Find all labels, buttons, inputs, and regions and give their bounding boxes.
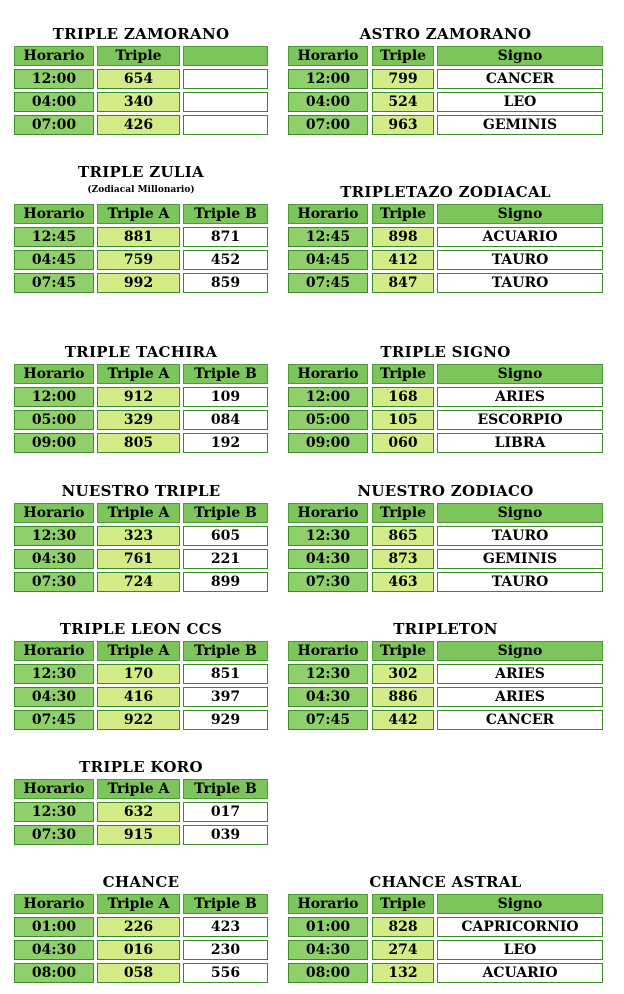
- header-triple-a: Triple A: [97, 779, 180, 799]
- tripleton-block: [288, 595, 603, 728]
- value-b-cell: [183, 69, 268, 89]
- time-cell: 04:45: [14, 250, 94, 270]
- triple-zamorano-block: [14, 0, 268, 140]
- value-a-cell: 992: [97, 273, 180, 293]
- value-b-cell: 605: [183, 526, 268, 546]
- value-a-cell: 442: [372, 710, 434, 730]
- time-cell: 01:00: [288, 917, 368, 937]
- time-cell: 04:00: [288, 92, 368, 112]
- value-a-cell: 168: [372, 387, 434, 407]
- value-b-cell: [183, 115, 268, 135]
- time-cell: 04:30: [288, 549, 368, 569]
- value-b-cell: CANCER: [437, 710, 603, 730]
- time-cell: 09:00: [288, 433, 368, 453]
- header-horario: Horario: [14, 46, 94, 66]
- time-cell: 07:00: [14, 115, 94, 135]
- value-a-cell: 524: [372, 92, 434, 112]
- value-b-cell: TAURO: [437, 250, 603, 270]
- chance-astral-block: [288, 848, 603, 981]
- section-title: TRIPLE SIGNO: [380, 343, 511, 361]
- value-a-cell: 724: [97, 572, 180, 592]
- header-triple: Triple: [372, 894, 434, 914]
- triple-leon-ccs-block: [14, 595, 268, 728]
- time-cell: 12:00: [14, 69, 94, 89]
- value-b-cell: 859: [183, 273, 268, 293]
- value-a-cell: 886: [372, 687, 434, 707]
- header-horario: Horario: [14, 364, 94, 384]
- value-a-cell: 105: [372, 410, 434, 430]
- header-triple-a: Triple A: [97, 364, 180, 384]
- value-b-cell: ACUARIO: [437, 963, 603, 983]
- header-triple-b: Triple B: [183, 204, 268, 224]
- header-triple-a: Triple A: [97, 503, 180, 523]
- value-b-cell: 556: [183, 963, 268, 983]
- value-a-cell: 274: [372, 940, 434, 960]
- value-b-cell: TAURO: [437, 572, 603, 592]
- header-triple-a: Triple A: [97, 204, 180, 224]
- header-horario: Horario: [288, 46, 368, 66]
- time-cell: 07:45: [14, 710, 94, 730]
- time-cell: 04:45: [288, 250, 368, 270]
- header-horario: Horario: [14, 894, 94, 914]
- value-b-cell: [183, 92, 268, 112]
- header-signo: Signo: [437, 894, 603, 914]
- section-title: TRIPLETAZO ZODIACAL: [340, 183, 551, 201]
- value-a-cell: 915: [97, 825, 180, 845]
- value-b-cell: 221: [183, 549, 268, 569]
- value-b-cell: LEO: [437, 940, 603, 960]
- triple-zulia-block: [14, 158, 268, 298]
- time-cell: 12:45: [288, 227, 368, 247]
- section-title: CHANCE ASTRAL: [369, 873, 522, 891]
- value-a-cell: 226: [97, 917, 180, 937]
- time-cell: 07:45: [288, 710, 368, 730]
- header-triple-b: Triple B: [183, 364, 268, 384]
- time-cell: 07:00: [288, 115, 368, 135]
- header-horario: Horario: [288, 364, 368, 384]
- value-a-cell: 654: [97, 69, 180, 89]
- header-triple-b: Triple B: [183, 503, 268, 523]
- time-cell: 04:30: [288, 940, 368, 960]
- value-a-cell: 865: [372, 526, 434, 546]
- value-b-cell: 929: [183, 710, 268, 730]
- value-b-cell: GEMINIS: [437, 115, 603, 135]
- value-b-cell: LIBRA: [437, 433, 603, 453]
- value-b-cell: 109: [183, 387, 268, 407]
- value-b-cell: TAURO: [437, 526, 603, 546]
- header-signo: Signo: [437, 364, 603, 384]
- chance-block: [14, 848, 268, 981]
- value-a-cell: 412: [372, 250, 434, 270]
- value-b-cell: CAPRICORNIO: [437, 917, 603, 937]
- time-cell: 12:45: [14, 227, 94, 247]
- value-a-cell: 828: [372, 917, 434, 937]
- value-a-cell: 912: [97, 387, 180, 407]
- value-b-cell: 899: [183, 572, 268, 592]
- value-a-cell: 016: [97, 940, 180, 960]
- time-cell: 08:00: [14, 963, 94, 983]
- header-horario: Horario: [14, 503, 94, 523]
- time-cell: 04:30: [14, 549, 94, 569]
- time-cell: 01:00: [14, 917, 94, 937]
- value-a-cell: 170: [97, 664, 180, 684]
- value-b-cell: ARIES: [437, 387, 603, 407]
- value-b-cell: 452: [183, 250, 268, 270]
- value-b-cell: 084: [183, 410, 268, 430]
- header-horario: Horario: [14, 204, 94, 224]
- value-a-cell: 847: [372, 273, 434, 293]
- header-triple: Triple: [372, 204, 434, 224]
- value-b-cell: 039: [183, 825, 268, 845]
- value-a-cell: 881: [97, 227, 180, 247]
- value-a-cell: 898: [372, 227, 434, 247]
- time-cell: 05:00: [288, 410, 368, 430]
- header-horario: Horario: [14, 641, 94, 661]
- section-title: TRIPLE KORO: [79, 758, 203, 776]
- time-cell: 12:30: [14, 664, 94, 684]
- value-b-cell: LEO: [437, 92, 603, 112]
- header-horario: Horario: [288, 894, 368, 914]
- header-horario: Horario: [288, 503, 368, 523]
- value-a-cell: 873: [372, 549, 434, 569]
- header-horario: Horario: [288, 204, 368, 224]
- time-cell: 12:00: [288, 387, 368, 407]
- value-b-cell: ARIES: [437, 687, 603, 707]
- header-signo: Signo: [437, 641, 603, 661]
- value-b-cell: 871: [183, 227, 268, 247]
- header-empty: [183, 46, 268, 66]
- time-cell: 12:30: [14, 526, 94, 546]
- time-cell: 05:00: [14, 410, 94, 430]
- header-triple: Triple: [372, 641, 434, 661]
- time-cell: 12:30: [288, 526, 368, 546]
- value-a-cell: 132: [372, 963, 434, 983]
- header-triple: Triple: [372, 46, 434, 66]
- time-cell: 07:30: [14, 825, 94, 845]
- value-a-cell: 799: [372, 69, 434, 89]
- triple-koro-block: [14, 733, 268, 843]
- value-a-cell: 963: [372, 115, 434, 135]
- section-title: TRIPLE ZAMORANO: [52, 25, 230, 43]
- value-b-cell: CANCER: [437, 69, 603, 89]
- time-cell: 12:30: [288, 664, 368, 684]
- section-title: TRIPLE ZULIA: [78, 163, 204, 181]
- value-a-cell: 922: [97, 710, 180, 730]
- header-triple: Triple: [97, 46, 180, 66]
- header-triple-b: Triple B: [183, 779, 268, 799]
- value-b-cell: ESCORPIO: [437, 410, 603, 430]
- time-cell: 04:30: [14, 940, 94, 960]
- section-subtitle: (Zodiacal Millonario): [87, 185, 195, 195]
- value-a-cell: 426: [97, 115, 180, 135]
- section-title: TRIPLE LEON CCS: [59, 620, 223, 638]
- time-cell: 09:00: [14, 433, 94, 453]
- value-b-cell: ARIES: [437, 664, 603, 684]
- header-triple-b: Triple B: [183, 894, 268, 914]
- time-cell: 04:00: [14, 92, 94, 112]
- value-a-cell: 058: [97, 963, 180, 983]
- value-a-cell: 761: [97, 549, 180, 569]
- triple-tachira-block: [14, 318, 268, 451]
- value-a-cell: 805: [97, 433, 180, 453]
- header-triple-a: Triple A: [97, 894, 180, 914]
- time-cell: 12:30: [14, 802, 94, 822]
- time-cell: 12:00: [288, 69, 368, 89]
- value-b-cell: 230: [183, 940, 268, 960]
- section-title: ASTRO ZAMORANO: [359, 25, 532, 43]
- value-a-cell: 323: [97, 526, 180, 546]
- value-a-cell: 340: [97, 92, 180, 112]
- section-title: NUESTRO ZODIACO: [357, 482, 534, 500]
- value-b-cell: 017: [183, 802, 268, 822]
- header-signo: Signo: [437, 204, 603, 224]
- time-cell: 08:00: [288, 963, 368, 983]
- value-b-cell: 192: [183, 433, 268, 453]
- value-b-cell: ACUARIO: [437, 227, 603, 247]
- value-a-cell: 060: [372, 433, 434, 453]
- value-a-cell: 759: [97, 250, 180, 270]
- time-cell: 07:45: [14, 273, 94, 293]
- time-cell: 07:30: [288, 572, 368, 592]
- value-b-cell: TAURO: [437, 273, 603, 293]
- section-title: CHANCE: [102, 873, 180, 891]
- header-signo: Signo: [437, 46, 603, 66]
- header-signo: Signo: [437, 503, 603, 523]
- header-triple: Triple: [372, 503, 434, 523]
- section-title: NUESTRO TRIPLE: [61, 482, 221, 500]
- header-triple: Triple: [372, 364, 434, 384]
- section-title: TRIPLE TACHIRA: [64, 343, 218, 361]
- header-triple-b: Triple B: [183, 641, 268, 661]
- section-title: TRIPLETON: [393, 620, 498, 638]
- header-triple-a: Triple A: [97, 641, 180, 661]
- time-cell: 04:30: [288, 687, 368, 707]
- value-a-cell: 632: [97, 802, 180, 822]
- nuestro-zodiaco-block: [288, 457, 603, 590]
- value-a-cell: 416: [97, 687, 180, 707]
- value-a-cell: 329: [97, 410, 180, 430]
- value-b-cell: 397: [183, 687, 268, 707]
- nuestro-triple-block: [14, 457, 268, 590]
- header-horario: Horario: [14, 779, 94, 799]
- header-horario: Horario: [288, 641, 368, 661]
- value-b-cell: 423: [183, 917, 268, 937]
- time-cell: 12:00: [14, 387, 94, 407]
- time-cell: 07:45: [288, 273, 368, 293]
- tripletazo-zodiacal-block: [288, 158, 603, 298]
- astro-zamorano-block: [288, 0, 603, 140]
- value-b-cell: 851: [183, 664, 268, 684]
- time-cell: 04:30: [14, 687, 94, 707]
- time-cell: 07:30: [14, 572, 94, 592]
- value-b-cell: GEMINIS: [437, 549, 603, 569]
- value-a-cell: 302: [372, 664, 434, 684]
- triple-signo-block: [288, 318, 603, 451]
- value-a-cell: 463: [372, 572, 434, 592]
